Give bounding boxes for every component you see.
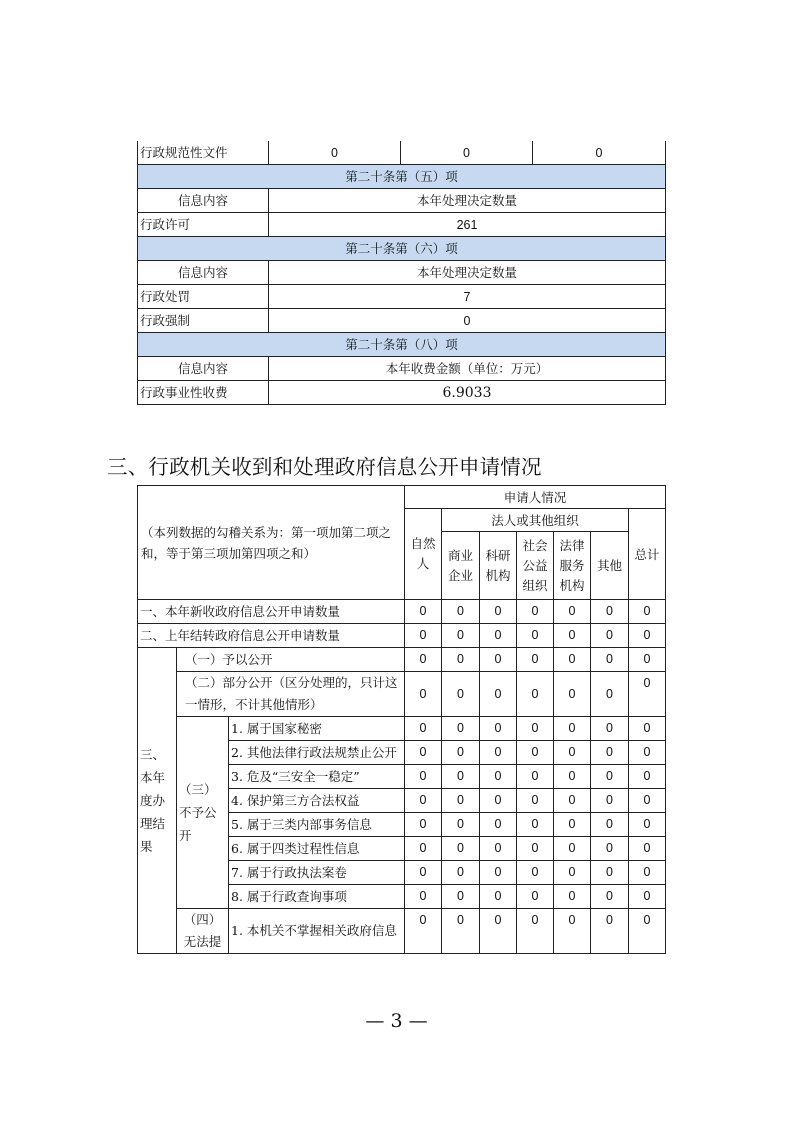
row-label: 行政强制 <box>138 309 269 333</box>
cell-value: 0 <box>480 789 517 813</box>
cell-value: 0 <box>442 813 480 837</box>
cell-value: 0 <box>442 861 480 885</box>
cell-value: 0 <box>269 309 666 333</box>
cell-value: 0 <box>554 672 591 717</box>
section-header: 第二十条第（五）项 <box>138 165 666 189</box>
table-row <box>138 213 666 237</box>
row-label: 1. 属于国家秘密 <box>229 717 405 741</box>
cell-value: 0 <box>480 648 517 672</box>
cell-value: 0 <box>517 624 554 648</box>
cell-value: 7 <box>269 285 666 309</box>
cell-value: 0 <box>591 813 629 837</box>
cell-value: 0 <box>405 861 442 885</box>
cell-value: 0 <box>591 909 629 954</box>
cell-value: 0 <box>591 672 629 717</box>
cell-value: 0 <box>554 717 591 741</box>
table-row <box>138 717 666 741</box>
cell-value: 0 <box>480 600 517 624</box>
cell-value: 0 <box>442 837 480 861</box>
row-label: 一、本年新收政府信息公开申请数量 <box>138 600 405 624</box>
cell-value: 0 <box>405 741 442 765</box>
cell-value: 0 <box>629 861 666 885</box>
cell-value: 0 <box>480 813 517 837</box>
application-table <box>137 485 666 954</box>
table-row <box>138 624 666 648</box>
row-label: 二、上年结转政府信息公开申请数量 <box>138 624 405 648</box>
group-label: 三、本年度办理结果 <box>138 648 177 954</box>
cell-value: 0 <box>405 909 442 954</box>
legal-org-header: 法人或其他组织 <box>442 509 629 532</box>
cell-value: 0 <box>480 765 517 789</box>
table-row <box>138 600 666 624</box>
cell-value: 0 <box>517 909 554 954</box>
cell-value: 0 <box>442 648 480 672</box>
table-row <box>138 285 666 309</box>
row-label: 1. 本机关不掌握相关政府信息 <box>229 909 405 954</box>
cell-value: 0 <box>554 861 591 885</box>
column-header: 信息内容 <box>138 189 269 213</box>
column-header: 信息内容 <box>138 261 269 285</box>
cell-value: 0 <box>591 885 629 909</box>
table-row <box>138 909 666 954</box>
row-label: （一）予以公开 <box>177 648 405 672</box>
cell-value: 0 <box>554 765 591 789</box>
cell-value: 0 <box>591 861 629 885</box>
row-label: 行政事业性收费 <box>138 381 269 405</box>
cell-value: 0 <box>517 672 554 717</box>
cell-value: 0 <box>629 837 666 861</box>
cell-value: 0 <box>480 624 517 648</box>
page-number: — 3 — <box>365 1010 428 1032</box>
cell-value: 0 <box>517 837 554 861</box>
cell-value: 0 <box>517 741 554 765</box>
table-row <box>138 381 666 405</box>
cell-value: 0 <box>629 600 666 624</box>
cell-value: 0 <box>591 648 629 672</box>
cell-value: 0 <box>629 909 666 954</box>
cell-value: 261 <box>269 213 666 237</box>
cell-value: 6.9033 <box>269 381 666 405</box>
row-label: 8. 属于行政查询事项 <box>229 885 405 909</box>
row-label: （二）部分公开（区分处理的，只计这一情形，不计其他情形） <box>177 672 405 717</box>
cell-value: 0 <box>405 648 442 672</box>
cell-value: 0 <box>480 909 517 954</box>
org-col-header: 社会公益组织 <box>517 532 554 600</box>
cell-value: 0 <box>442 717 480 741</box>
cell-value: 0 <box>554 885 591 909</box>
cell-value: 0 <box>442 672 480 717</box>
disclosure-table-top <box>137 141 666 405</box>
cell-value: 0 <box>629 672 666 717</box>
total-header: 总计 <box>629 509 666 600</box>
cell-value: 0 <box>629 624 666 648</box>
column-header: 本年处理决定数量 <box>269 261 666 285</box>
cell-value: 0 <box>591 789 629 813</box>
cell-value: 0 <box>442 909 480 954</box>
cell-value: 0 <box>554 909 591 954</box>
cell-value: 0 <box>517 789 554 813</box>
cell-value: 0 <box>405 672 442 717</box>
cell-value: 0 <box>517 765 554 789</box>
cell-value: 0 <box>405 717 442 741</box>
cell-value: 0 <box>480 672 517 717</box>
cell-value: 0 <box>629 765 666 789</box>
org-col-header: 其他 <box>591 532 629 600</box>
section-header: 第二十条第（六）项 <box>138 237 666 261</box>
cell-value: 0 <box>591 741 629 765</box>
cell-value: 0 <box>629 813 666 837</box>
cell-value: 0 <box>405 837 442 861</box>
cell-value: 0 <box>480 837 517 861</box>
cell-value: 0 <box>591 600 629 624</box>
subgroup-label: （三）不予公开 <box>177 717 229 909</box>
cell-value: 0 <box>405 600 442 624</box>
table-row <box>138 309 666 333</box>
table-row <box>138 648 666 672</box>
row-label: 行政规范性文件 <box>138 141 269 165</box>
cell-value: 0 <box>554 600 591 624</box>
cell-value: 0 <box>517 861 554 885</box>
cell-value: 0 <box>442 741 480 765</box>
cell-value: 0 <box>480 885 517 909</box>
cell-value: 0 <box>517 717 554 741</box>
cell-value: 0 <box>533 141 666 165</box>
cell-value: 0 <box>629 789 666 813</box>
org-col-header: 法律服务机构 <box>554 532 591 600</box>
row-label: 2. 其他法律行政法规禁止公开 <box>229 741 405 765</box>
cell-value: 0 <box>629 741 666 765</box>
applicant-header: 申请人情况 <box>405 486 666 509</box>
column-header: 信息内容 <box>138 357 269 381</box>
row-label: 行政许可 <box>138 213 269 237</box>
cell-value: 0 <box>517 600 554 624</box>
cell-value: 0 <box>517 648 554 672</box>
cell-value: 0 <box>554 741 591 765</box>
column-header: 本年处理决定数量 <box>269 189 666 213</box>
cell-value: 0 <box>442 624 480 648</box>
cell-value: 0 <box>629 717 666 741</box>
cell-value: 0 <box>517 885 554 909</box>
cell-value: 0 <box>591 765 629 789</box>
table-row <box>138 672 666 717</box>
table-note: （本列数据的勾稽关系为：第一项加第二项之和，等于第三项加第四项之和） <box>138 486 405 600</box>
row-label: 4. 保护第三方合法权益 <box>229 789 405 813</box>
cell-value: 0 <box>442 600 480 624</box>
cell-value: 0 <box>591 837 629 861</box>
cell-value: 0 <box>554 813 591 837</box>
cell-value: 0 <box>554 837 591 861</box>
cell-value: 0 <box>629 648 666 672</box>
row-label: 3. 危及“三安全一稳定” <box>229 765 405 789</box>
cell-value: 0 <box>517 813 554 837</box>
cell-value: 0 <box>405 765 442 789</box>
subgroup-label: （四）无法提 <box>177 909 229 954</box>
cell-value: 0 <box>405 885 442 909</box>
cell-value: 0 <box>554 648 591 672</box>
cell-value: 0 <box>442 789 480 813</box>
cell-value: 0 <box>480 741 517 765</box>
table-row <box>138 141 666 165</box>
natural-person-header: 自然人 <box>405 509 442 600</box>
cell-value: 0 <box>405 624 442 648</box>
cell-value: 0 <box>591 717 629 741</box>
section-title: 三、行政机关收到和处理政府信息公开申请情况 <box>107 455 542 479</box>
row-label: 7. 属于行政执法案卷 <box>229 861 405 885</box>
cell-value: 0 <box>405 813 442 837</box>
cell-value: 0 <box>554 789 591 813</box>
section-header: 第二十条第（八）项 <box>138 333 666 357</box>
cell-value: 0 <box>442 885 480 909</box>
row-label: 行政处罚 <box>138 285 269 309</box>
row-label: 6. 属于四类过程性信息 <box>229 837 405 861</box>
org-col-header: 商业企业 <box>442 532 480 600</box>
cell-value: 0 <box>405 789 442 813</box>
cell-value: 0 <box>629 885 666 909</box>
cell-value: 0 <box>269 141 401 165</box>
cell-value: 0 <box>554 624 591 648</box>
cell-value: 0 <box>442 765 480 789</box>
org-col-header: 科研机构 <box>480 532 517 600</box>
cell-value: 0 <box>480 717 517 741</box>
cell-value: 0 <box>401 141 533 165</box>
row-label: 5. 属于三类内部事务信息 <box>229 813 405 837</box>
cell-value: 0 <box>591 624 629 648</box>
cell-value: 0 <box>480 861 517 885</box>
column-header: 本年收费金额（单位：万元） <box>269 357 666 381</box>
